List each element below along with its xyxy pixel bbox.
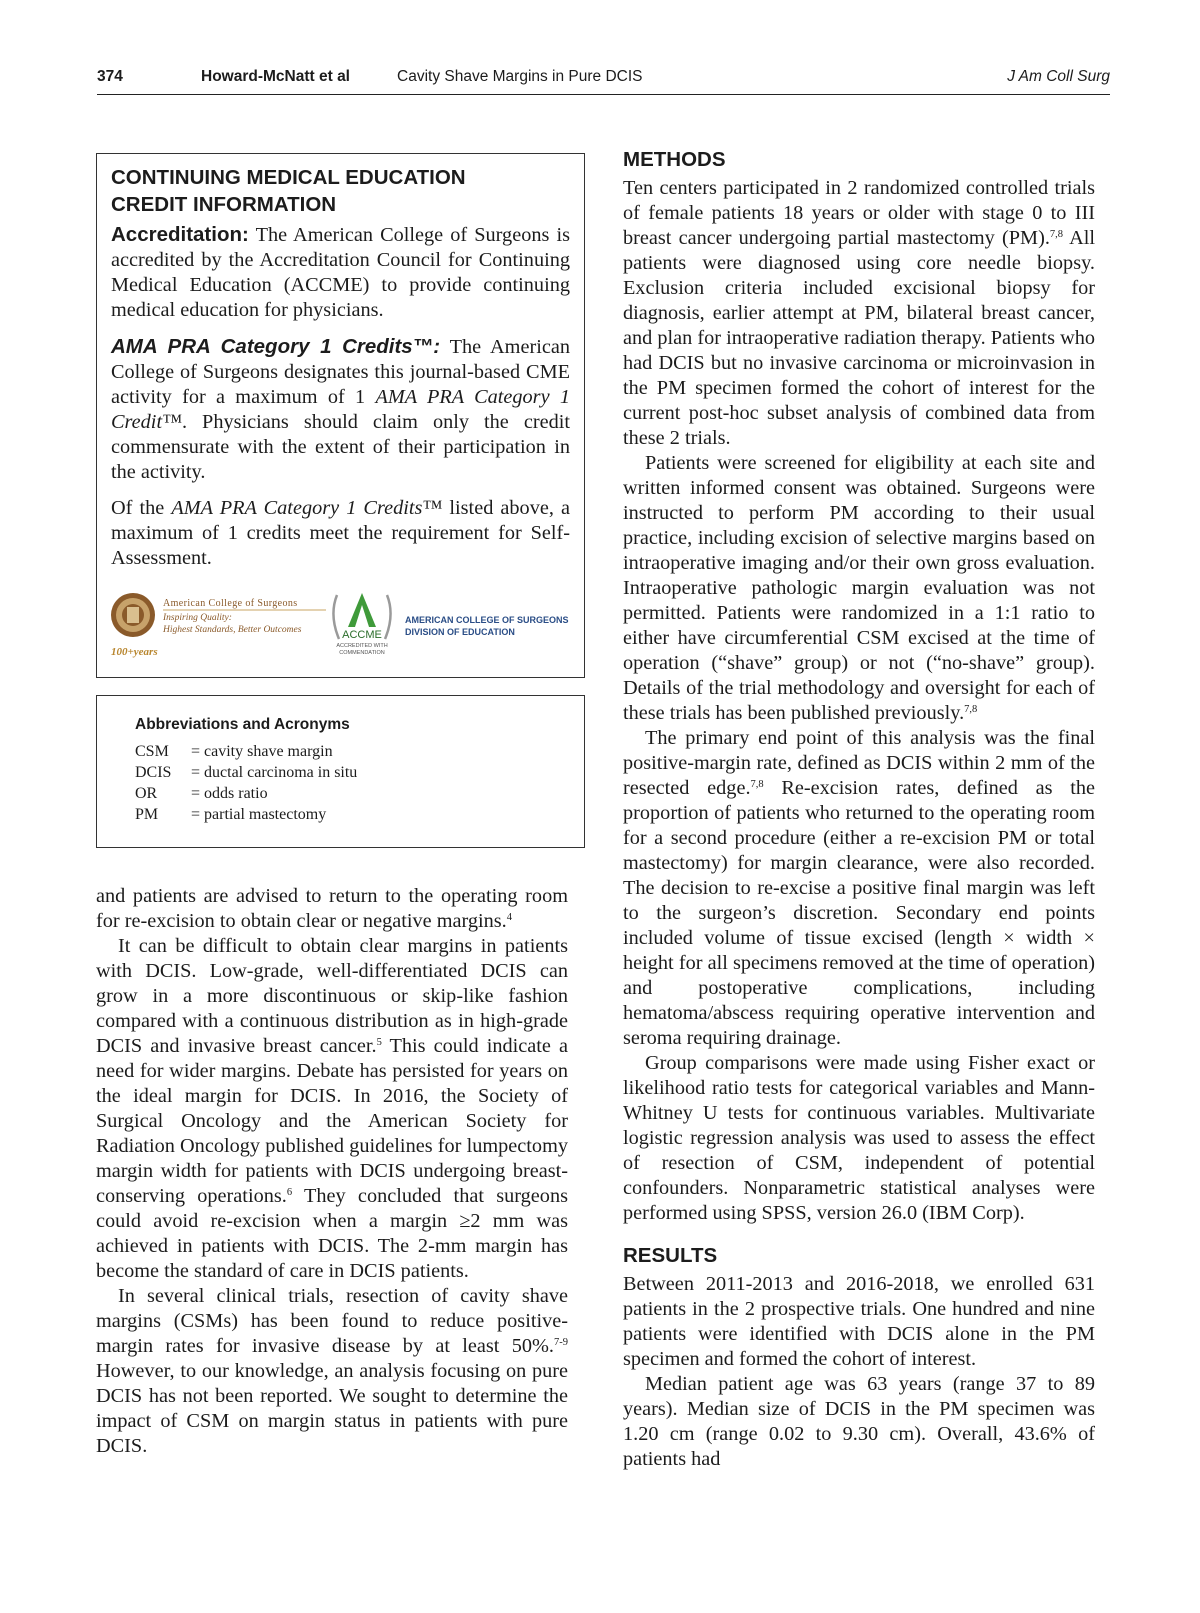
acs-years: 100+years [111, 646, 158, 658]
cme-box [96, 153, 585, 678]
text: Between 2011-2013 and 2016-2018, we enrolled 631 patients in the 2 prospective trials. One hundred and nine patients were identified with DCIS alone in the PM specimen and formed the cohort of interest. [623, 1273, 1095, 1370]
abbreviations-box [96, 695, 585, 848]
acs-name: American College of Surgeons [163, 598, 298, 609]
credits-paragraph [111, 334, 570, 485]
abbr-term: PM [135, 806, 159, 823]
accreditation-label: Accreditation: [111, 223, 249, 246]
credits-text-2: . Physicians should claim only the credit commensurate with the extent of their participation in the activity. [111, 411, 570, 483]
abbr-definition: = partial mastectomy [191, 806, 327, 823]
citation: 7,8 [964, 704, 978, 715]
text: Patients were screened for eligibility at each site and written informed consent was obtained. Surgeons were instructed to perform PM according to their usual practice, including excision of selective margins based on intraoperative imaging and/or their own gross evaluation. Intraoperative pathologic margin evaluation was not permitted. Patients were randomized in a 1:1 ratio to either have circumferential CSM excised at the time of operation (“shave” group) or not (“no-shave” group). Details of the trial methodology and oversight for each of these trials has been published previously. [623, 452, 1095, 724]
citation: 4 [506, 912, 512, 923]
text: They concluded that surgeons could avoid re-excision when a margin ≥2 mm was achieved in patients with DCIS. The 2-mm margin has become the standard of care in DCIS patients. [96, 1185, 568, 1282]
abbreviation-row [135, 783, 584, 804]
text: All patients were diagnosed using core needle biopsy. Exclusion criteria included excisional biopsy for diagnosis, earlier attempt at PM, bilateral breast cancer, and plan for intraoperative radiation therapy. Patients who had DCIS but no invasive carcinoma or microinvasion in the PM specimen formed the cohort of interest for the current post-hoc subset analysis of combined data from these 2 trials. [623, 227, 1095, 449]
abbreviation-row [135, 741, 584, 762]
text: Ten centers participated in 2 randomized controlled trials of female patients 18 years or older with stage 0 to III breast cancer undergoing partial mastectomy (PM). [623, 177, 1095, 249]
credits-label: AMA PRA Category 1 Credits™: [111, 335, 441, 358]
abbr-term: CSM [135, 743, 169, 760]
cme-title [111, 164, 570, 218]
acs-tagline1: Inspiring Quality: [163, 613, 232, 623]
journal-name: J Am Coll Surg [1007, 68, 1110, 85]
paragraph [96, 934, 568, 1284]
accreditation-paragraph [111, 222, 570, 323]
citation: 7-9 [554, 1337, 568, 1348]
accreditation-text: The American College of Surgeons is accredited by the Accreditation Council for Continuing Medical Education (ACCME) to provide continuing medical education for physicians. [111, 224, 570, 321]
abbr-definition: = ductal carcinoma in situ [191, 764, 358, 781]
cme-title-line2: CREDIT INFORMATION [111, 193, 337, 216]
running-header [97, 68, 1110, 95]
citation: 7,8 [750, 779, 764, 790]
paragraph [623, 451, 1095, 726]
abbr-definition: = odds ratio [191, 785, 268, 802]
accme-name: ACCME [342, 629, 382, 641]
paragraph [96, 1284, 568, 1459]
abbreviations-title: Abbreviations and Acronyms [135, 716, 350, 733]
paragraph [96, 884, 568, 934]
text: In several clinical trials, resection of cavity shave margins (CSMs) has been found to reduce positive-margin rates for invasive disease by at least 50%. [96, 1285, 568, 1357]
text: It can be difficult to obtain clear margins in patients with DCIS. Low-grade, well-differentiated DCIS can grow in a more discontinuous or skip-like fashion compared with a continuous distribution as in high-grade DCIS and invasive breast cancer. [96, 935, 568, 1057]
page-number: 374 [97, 68, 123, 85]
paragraph [623, 726, 1095, 1051]
methods-heading: METHODS [623, 148, 726, 171]
paragraph [623, 1372, 1095, 1472]
acs-seal-icon [111, 593, 155, 637]
credits-italic: AMA PRA Category 1 Credit™ [111, 386, 570, 433]
self-italic: AMA PRA Category 1 Credits™ [171, 497, 443, 519]
paragraph [623, 1272, 1095, 1372]
self-text-1: Of the [111, 497, 165, 519]
text: However, to our knowledge, an analysis focusing on pure DCIS has not been reported. We sought to determine the impact of CSM on margin status in patients with pure DCIS. [96, 1360, 568, 1457]
self-assessment-paragraph [111, 496, 570, 571]
self-text-2: listed above, a maximum of 1 credits meet the requirement for Self-Assessment. [111, 497, 571, 569]
abbreviation-row [135, 762, 584, 783]
division-line2: DIVISION OF EDUCATION [405, 627, 515, 637]
results-heading: RESULTS [623, 1244, 718, 1267]
right-column [623, 148, 1095, 1472]
text: Median patient age was 63 years (range 37 to 89 years). Median size of DCIS in the PM specimen was 1.20 cm (range 0.02 to 9.30 cm). Overall, 43.6% of patients had [623, 1373, 1095, 1470]
text: The primary end point of this analysis was the final positive-margin rate, defined as DCIS within 2 mm of the resected edge. [623, 727, 1095, 799]
running-title: Cavity Shave Margins in Pure DCIS [397, 68, 643, 85]
accreditation-logos [111, 587, 571, 667]
credits-text-1: The American College of Surgeons designates this journal-based CME activity for a maximum of 1 [111, 336, 570, 408]
cme-title-line1: CONTINUING MEDICAL EDUCATION [111, 166, 466, 189]
abbreviation-row [135, 804, 584, 825]
abbr-definition: = cavity shave margin [191, 743, 333, 760]
accme-sub1: ACCREDITED WITH [336, 643, 388, 649]
text: Group comparisons were made using Fisher exact or likelihood ratio tests for categorical variables and Mann-Whitney U tests for continuous variables. Multivariate logistic regression analysis was used to assess the effect of resection of CSM, independent of potential confounders. Nonparametric statistical analyses were performed using SPSS, version 26.0 (IBM Corp). [623, 1052, 1095, 1224]
citation: 5 [376, 1037, 382, 1048]
text: This could indicate a need for wider margins. Debate has persisted for years on the ideal margin for DCIS. In 2016, the Society of Surgical Oncology and the American Society for Radiation Oncology published guidelines for lumpectomy margin width for patients with DCIS undergoing breast-conserving operations. [96, 1035, 568, 1207]
text: and patients are advised to return to the operating room for re-excision to obtain clear or negative margins. [96, 885, 568, 932]
citation: 7,8 [1049, 229, 1064, 240]
text: Re-excision rates, defined as the proportion of patients who returned to the operating room for a second procedure (either a re-excision PM or total mastectomy) for margin clearance, were also recorded. The decision to re-excise a positive final margin was left to the surgeon’s discretion. Secondary end points included volume of tissue excised (length × width × height for all specimens removed at the time of operation) and postoperative complications, including hematoma/abscess requiring operative intervention and seroma requiring drainage. [623, 777, 1095, 1049]
acs-tagline2: Highest Standards, Better Outcomes [163, 625, 302, 635]
division-line1: AMERICAN COLLEGE OF SURGEONS [405, 615, 569, 625]
citation: 6 [286, 1187, 293, 1198]
left-column [96, 884, 568, 1459]
paragraph [623, 1051, 1095, 1226]
accme-sub2: COMMENDATION [339, 650, 385, 656]
abbr-term: DCIS [135, 764, 172, 781]
paragraph [623, 176, 1095, 451]
header-authors: Howard-McNatt et al [201, 68, 350, 85]
abbr-term: OR [135, 785, 158, 802]
